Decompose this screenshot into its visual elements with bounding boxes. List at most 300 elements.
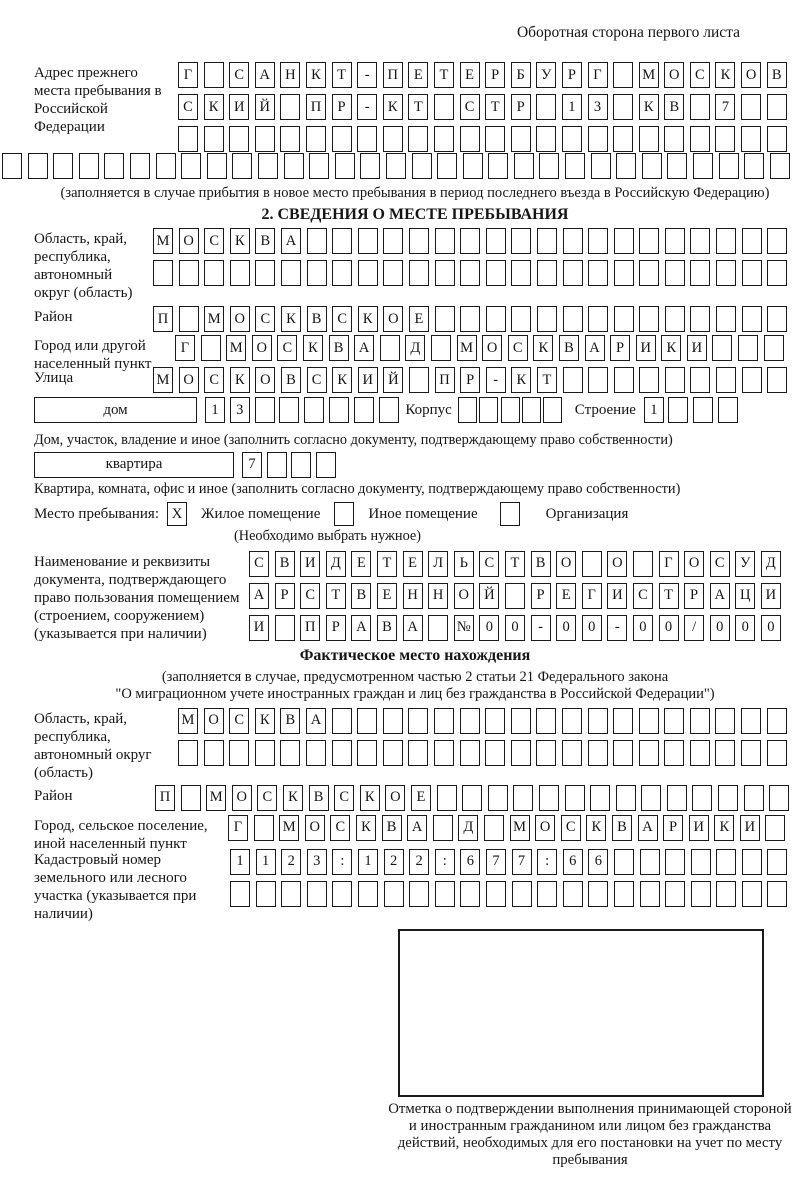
char-cell[interactable]	[738, 335, 758, 361]
char-cell[interactable]: 6	[563, 849, 583, 875]
char-cell[interactable]: 1	[256, 849, 276, 875]
char-cell[interactable]	[280, 740, 300, 766]
char-cell[interactable]: С	[277, 335, 297, 361]
char-cell[interactable]: П	[306, 94, 326, 120]
char-cell[interactable]: С	[178, 94, 198, 120]
char-cell[interactable]	[639, 126, 659, 152]
char-cell[interactable]	[408, 708, 428, 734]
char-cell[interactable]	[668, 397, 688, 423]
char-cell[interactable]: В	[531, 551, 551, 577]
char-cell[interactable]	[434, 94, 454, 120]
char-cell[interactable]: Т	[485, 94, 505, 120]
char-cell[interactable]	[614, 881, 634, 907]
char-cell[interactable]	[716, 260, 736, 286]
char-cell[interactable]	[767, 849, 787, 875]
char-cell[interactable]	[744, 785, 764, 811]
char-cell[interactable]	[332, 708, 352, 734]
char-cell[interactable]	[511, 740, 531, 766]
char-cell[interactable]	[770, 153, 790, 179]
char-cell[interactable]	[435, 260, 455, 286]
char-cell[interactable]: Б	[511, 62, 531, 88]
char-cell[interactable]: В	[255, 228, 275, 254]
char-cell[interactable]	[741, 94, 761, 120]
char-cell[interactable]	[437, 153, 457, 179]
char-cell[interactable]: К	[715, 62, 735, 88]
char-cell[interactable]	[255, 260, 275, 286]
char-cell[interactable]	[434, 740, 454, 766]
char-cell[interactable]	[275, 615, 295, 641]
char-cell[interactable]: Н	[403, 583, 423, 609]
char-cell[interactable]: М	[153, 367, 173, 393]
char-cell[interactable]	[434, 126, 454, 152]
char-cell[interactable]	[501, 397, 520, 423]
char-cell[interactable]	[690, 367, 710, 393]
char-cell[interactable]	[588, 881, 608, 907]
char-cell[interactable]: 0	[761, 615, 781, 641]
char-cell[interactable]	[616, 785, 636, 811]
char-cell[interactable]: Д	[761, 551, 781, 577]
char-cell[interactable]	[104, 153, 124, 179]
char-cell[interactable]	[690, 228, 710, 254]
char-cell[interactable]: О	[179, 228, 199, 254]
char-cell[interactable]: Р	[511, 94, 531, 120]
char-cell[interactable]	[479, 397, 498, 423]
char-cell[interactable]: С	[255, 306, 275, 332]
char-cell[interactable]: М	[226, 335, 246, 361]
char-cell[interactable]	[255, 740, 275, 766]
char-cell[interactable]: В	[351, 583, 371, 609]
char-cell[interactable]	[409, 228, 429, 254]
char-cell[interactable]	[614, 228, 634, 254]
char-cell[interactable]: О	[252, 335, 272, 361]
char-cell[interactable]	[412, 153, 432, 179]
char-cell[interactable]: В	[309, 785, 329, 811]
char-cell[interactable]	[742, 260, 762, 286]
char-cell[interactable]	[408, 126, 428, 152]
char-cell[interactable]: О	[255, 367, 275, 393]
char-cell[interactable]: С	[229, 708, 249, 734]
char-cell[interactable]	[304, 397, 324, 423]
char-cell[interactable]	[718, 785, 738, 811]
char-cell[interactable]: 2	[281, 849, 301, 875]
char-cell[interactable]	[693, 397, 713, 423]
char-cell[interactable]	[563, 881, 583, 907]
char-cell[interactable]	[536, 126, 556, 152]
char-cell[interactable]	[484, 815, 504, 841]
char-cell[interactable]: -	[357, 94, 377, 120]
char-cell[interactable]: А	[249, 583, 269, 609]
char-cell[interactable]	[767, 94, 787, 120]
char-cell[interactable]: М	[279, 815, 299, 841]
char-cell[interactable]: К	[586, 815, 606, 841]
char-cell[interactable]	[582, 551, 602, 577]
char-cell[interactable]: Ц	[735, 583, 755, 609]
char-cell[interactable]: А	[403, 615, 423, 641]
char-cell[interactable]	[716, 306, 736, 332]
char-cell[interactable]	[588, 708, 608, 734]
char-cell[interactable]: О	[741, 62, 761, 88]
char-cell[interactable]	[633, 551, 653, 577]
char-cell[interactable]: П	[435, 367, 455, 393]
char-cell[interactable]: Е	[409, 306, 429, 332]
char-cell[interactable]	[767, 740, 787, 766]
char-cell[interactable]	[179, 260, 199, 286]
char-cell[interactable]	[543, 397, 562, 423]
char-cell[interactable]: Г	[582, 583, 602, 609]
char-cell[interactable]	[204, 740, 224, 766]
char-cell[interactable]	[767, 306, 787, 332]
char-cell[interactable]: О	[482, 335, 502, 361]
char-cell[interactable]: Й	[479, 583, 499, 609]
char-cell[interactable]	[741, 708, 761, 734]
char-cell[interactable]	[614, 306, 634, 332]
char-cell[interactable]: О	[385, 785, 405, 811]
char-cell[interactable]	[513, 785, 533, 811]
char-cell[interactable]	[332, 740, 352, 766]
char-cell[interactable]	[690, 708, 710, 734]
char-cell[interactable]	[716, 228, 736, 254]
char-cell[interactable]	[486, 306, 506, 332]
char-cell[interactable]: Т	[377, 551, 397, 577]
char-cell[interactable]: :	[435, 849, 455, 875]
char-cell[interactable]	[665, 306, 685, 332]
char-cell[interactable]	[536, 740, 556, 766]
char-cell[interactable]	[742, 881, 762, 907]
char-cell[interactable]	[204, 260, 224, 286]
char-cell[interactable]	[207, 153, 227, 179]
char-cell[interactable]	[640, 881, 660, 907]
char-cell[interactable]: В	[382, 815, 402, 841]
char-cell[interactable]: М	[204, 306, 224, 332]
char-cell[interactable]	[718, 397, 738, 423]
char-cell[interactable]	[431, 335, 451, 361]
char-cell[interactable]	[588, 260, 608, 286]
char-cell[interactable]	[665, 228, 685, 254]
char-cell[interactable]: К	[230, 367, 250, 393]
char-cell[interactable]	[332, 881, 352, 907]
char-cell[interactable]	[428, 615, 448, 641]
char-cell[interactable]	[230, 260, 250, 286]
char-cell[interactable]: К	[383, 94, 403, 120]
char-cell[interactable]	[744, 153, 764, 179]
char-cell[interactable]	[462, 785, 482, 811]
char-cell[interactable]: И	[689, 815, 709, 841]
char-cell[interactable]: С	[300, 583, 320, 609]
char-cell[interactable]: О	[684, 551, 704, 577]
char-cell[interactable]	[741, 740, 761, 766]
char-cell[interactable]: М	[639, 62, 659, 88]
char-cell[interactable]: 6	[460, 849, 480, 875]
char-cell[interactable]	[2, 153, 22, 179]
char-cell[interactable]: А	[354, 335, 374, 361]
char-cell[interactable]	[616, 153, 636, 179]
char-cell[interactable]: С	[332, 306, 352, 332]
char-cell[interactable]	[485, 708, 505, 734]
char-cell[interactable]	[639, 306, 659, 332]
char-cell[interactable]	[435, 881, 455, 907]
char-cell[interactable]: Г	[228, 815, 248, 841]
char-cell[interactable]	[665, 849, 685, 875]
char-cell[interactable]: Д	[326, 551, 346, 577]
char-cell[interactable]	[408, 740, 428, 766]
char-cell[interactable]	[613, 740, 633, 766]
char-cell[interactable]	[306, 126, 326, 152]
char-cell[interactable]	[767, 367, 787, 393]
char-cell[interactable]	[358, 228, 378, 254]
char-cell[interactable]	[511, 228, 531, 254]
char-cell[interactable]: Е	[411, 785, 431, 811]
char-cell[interactable]	[179, 306, 199, 332]
char-cell[interactable]	[332, 126, 352, 152]
char-cell[interactable]	[769, 785, 789, 811]
char-cell[interactable]	[562, 740, 582, 766]
char-cell[interactable]	[692, 785, 712, 811]
char-cell[interactable]	[181, 785, 201, 811]
char-cell[interactable]: С	[334, 785, 354, 811]
char-cell[interactable]	[614, 849, 634, 875]
char-cell[interactable]: У	[735, 551, 755, 577]
char-cell[interactable]: 7	[715, 94, 735, 120]
char-cell[interactable]: К	[281, 306, 301, 332]
char-cell[interactable]: 0	[633, 615, 653, 641]
char-cell[interactable]: А	[710, 583, 730, 609]
char-cell[interactable]: У	[536, 62, 556, 88]
char-cell[interactable]	[178, 740, 198, 766]
char-cell[interactable]: 7	[242, 452, 262, 478]
char-cell[interactable]: 7	[486, 849, 506, 875]
char-cell[interactable]: -	[357, 62, 377, 88]
char-cell[interactable]	[639, 740, 659, 766]
char-cell[interactable]: 1	[644, 397, 664, 423]
char-cell[interactable]: В	[280, 708, 300, 734]
char-cell[interactable]	[380, 335, 400, 361]
char-cell[interactable]	[309, 153, 329, 179]
char-cell[interactable]: О	[383, 306, 403, 332]
char-cell[interactable]: Т	[326, 583, 346, 609]
char-cell[interactable]: В	[307, 306, 327, 332]
char-cell[interactable]	[284, 153, 304, 179]
char-cell[interactable]	[280, 126, 300, 152]
char-cell[interactable]: К	[230, 228, 250, 254]
char-cell[interactable]	[229, 740, 249, 766]
char-cell[interactable]	[316, 452, 336, 478]
char-cell[interactable]	[664, 708, 684, 734]
char-cell[interactable]: Т	[659, 583, 679, 609]
stay-option-other-checkbox[interactable]	[334, 502, 354, 526]
char-cell[interactable]	[255, 397, 275, 423]
char-cell[interactable]	[765, 815, 785, 841]
char-cell[interactable]: Р	[460, 367, 480, 393]
char-cell[interactable]: -	[486, 367, 506, 393]
char-cell[interactable]: Т	[505, 551, 525, 577]
char-cell[interactable]	[565, 153, 585, 179]
char-cell[interactable]: Д	[458, 815, 478, 841]
char-cell[interactable]	[409, 367, 429, 393]
char-cell[interactable]: Н	[280, 62, 300, 88]
char-cell[interactable]: Е	[403, 551, 423, 577]
char-cell[interactable]	[639, 708, 659, 734]
char-cell[interactable]	[232, 153, 252, 179]
char-cell[interactable]: Л	[428, 551, 448, 577]
char-cell[interactable]: 2	[384, 849, 404, 875]
char-cell[interactable]	[537, 228, 557, 254]
char-cell[interactable]	[53, 153, 73, 179]
char-cell[interactable]: 0	[710, 615, 730, 641]
char-cell[interactable]: М	[457, 335, 477, 361]
char-cell[interactable]: В	[281, 367, 301, 393]
char-cell[interactable]	[458, 397, 477, 423]
char-cell[interactable]	[563, 367, 583, 393]
char-cell[interactable]	[307, 228, 327, 254]
char-cell[interactable]	[742, 306, 762, 332]
char-cell[interactable]	[488, 785, 508, 811]
char-cell[interactable]: Ь	[454, 551, 474, 577]
char-cell[interactable]	[537, 260, 557, 286]
char-cell[interactable]	[767, 228, 787, 254]
char-cell[interactable]	[591, 153, 611, 179]
char-cell[interactable]: К	[714, 815, 734, 841]
char-cell[interactable]	[742, 367, 762, 393]
char-cell[interactable]: В	[612, 815, 632, 841]
char-cell[interactable]: К	[356, 815, 376, 841]
char-cell[interactable]	[512, 881, 532, 907]
char-cell[interactable]: К	[533, 335, 553, 361]
char-cell[interactable]	[460, 740, 480, 766]
char-cell[interactable]: И	[358, 367, 378, 393]
char-cell[interactable]	[514, 153, 534, 179]
char-cell[interactable]	[153, 260, 173, 286]
char-cell[interactable]	[742, 849, 762, 875]
char-cell[interactable]: Т	[408, 94, 428, 120]
char-cell[interactable]	[665, 881, 685, 907]
char-cell[interactable]	[255, 126, 275, 152]
char-cell[interactable]: И	[761, 583, 781, 609]
char-cell[interactable]	[358, 260, 378, 286]
char-cell[interactable]: 0	[735, 615, 755, 641]
char-cell[interactable]: Р	[562, 62, 582, 88]
char-cell[interactable]: О	[664, 62, 684, 88]
char-cell[interactable]: 3	[588, 94, 608, 120]
char-cell[interactable]	[379, 397, 399, 423]
char-cell[interactable]: С	[508, 335, 528, 361]
char-cell[interactable]	[357, 126, 377, 152]
char-cell[interactable]	[690, 94, 710, 120]
char-cell[interactable]: Е	[377, 583, 397, 609]
char-cell[interactable]	[767, 126, 787, 152]
char-cell[interactable]	[588, 740, 608, 766]
char-cell[interactable]: 0	[505, 615, 525, 641]
char-cell[interactable]	[537, 881, 557, 907]
char-cell[interactable]	[690, 306, 710, 332]
char-cell[interactable]: П	[300, 615, 320, 641]
char-cell[interactable]: А	[407, 815, 427, 841]
char-cell[interactable]	[614, 260, 634, 286]
char-cell[interactable]	[485, 126, 505, 152]
char-cell[interactable]	[563, 260, 583, 286]
char-cell[interactable]	[690, 740, 710, 766]
char-cell[interactable]: М	[510, 815, 530, 841]
char-cell[interactable]	[641, 785, 661, 811]
char-cell[interactable]: С	[479, 551, 499, 577]
char-cell[interactable]	[332, 260, 352, 286]
char-cell[interactable]: А	[351, 615, 371, 641]
char-cell[interactable]: М	[178, 708, 198, 734]
char-cell[interactable]: П	[153, 306, 173, 332]
char-cell[interactable]	[383, 260, 403, 286]
char-cell[interactable]	[767, 881, 787, 907]
char-cell[interactable]: 0	[659, 615, 679, 641]
char-cell[interactable]	[434, 708, 454, 734]
char-cell[interactable]	[267, 452, 287, 478]
char-cell[interactable]	[536, 94, 556, 120]
char-cell[interactable]: №	[454, 615, 474, 641]
char-cell[interactable]	[614, 367, 634, 393]
char-cell[interactable]	[486, 228, 506, 254]
char-cell[interactable]	[306, 740, 326, 766]
char-cell[interactable]: 3	[230, 397, 250, 423]
char-cell[interactable]: 1	[205, 397, 225, 423]
char-cell[interactable]: Е	[556, 583, 576, 609]
char-cell[interactable]	[715, 740, 735, 766]
char-cell[interactable]: К	[358, 306, 378, 332]
char-cell[interactable]: Р	[332, 94, 352, 120]
char-cell[interactable]: П	[155, 785, 175, 811]
char-cell[interactable]	[201, 335, 221, 361]
char-cell[interactable]: Н	[428, 583, 448, 609]
char-cell[interactable]	[486, 260, 506, 286]
char-cell[interactable]: К	[639, 94, 659, 120]
char-cell[interactable]	[639, 260, 659, 286]
char-cell[interactable]	[664, 740, 684, 766]
char-cell[interactable]: Г	[659, 551, 679, 577]
char-cell[interactable]: Й	[255, 94, 275, 120]
char-cell[interactable]: О	[556, 551, 576, 577]
char-cell[interactable]	[254, 815, 274, 841]
char-cell[interactable]: С	[561, 815, 581, 841]
char-cell[interactable]	[130, 153, 150, 179]
char-cell[interactable]: 0	[582, 615, 602, 641]
char-cell[interactable]	[256, 881, 276, 907]
char-cell[interactable]	[712, 335, 732, 361]
char-cell[interactable]	[588, 228, 608, 254]
char-cell[interactable]	[156, 153, 176, 179]
char-cell[interactable]: 1	[230, 849, 250, 875]
char-cell[interactable]: С	[249, 551, 269, 577]
char-cell[interactable]	[230, 881, 250, 907]
char-cell[interactable]: С	[633, 583, 653, 609]
char-cell[interactable]	[204, 126, 224, 152]
char-cell[interactable]: Р	[275, 583, 295, 609]
char-cell[interactable]	[488, 153, 508, 179]
char-cell[interactable]: Е	[460, 62, 480, 88]
char-cell[interactable]: Р	[663, 815, 683, 841]
char-cell[interactable]	[460, 228, 480, 254]
char-cell[interactable]: С	[257, 785, 277, 811]
char-cell[interactable]: О	[230, 306, 250, 332]
char-cell[interactable]	[613, 62, 633, 88]
char-cell[interactable]: :	[537, 849, 557, 875]
char-cell[interactable]: И	[687, 335, 707, 361]
char-cell[interactable]: И	[229, 94, 249, 120]
char-cell[interactable]	[279, 397, 299, 423]
char-cell[interactable]	[691, 849, 711, 875]
char-cell[interactable]	[665, 367, 685, 393]
char-cell[interactable]: 2	[409, 849, 429, 875]
char-cell[interactable]	[178, 126, 198, 152]
char-cell[interactable]	[485, 740, 505, 766]
char-cell[interactable]: Д	[405, 335, 425, 361]
char-cell[interactable]: К	[283, 785, 303, 811]
